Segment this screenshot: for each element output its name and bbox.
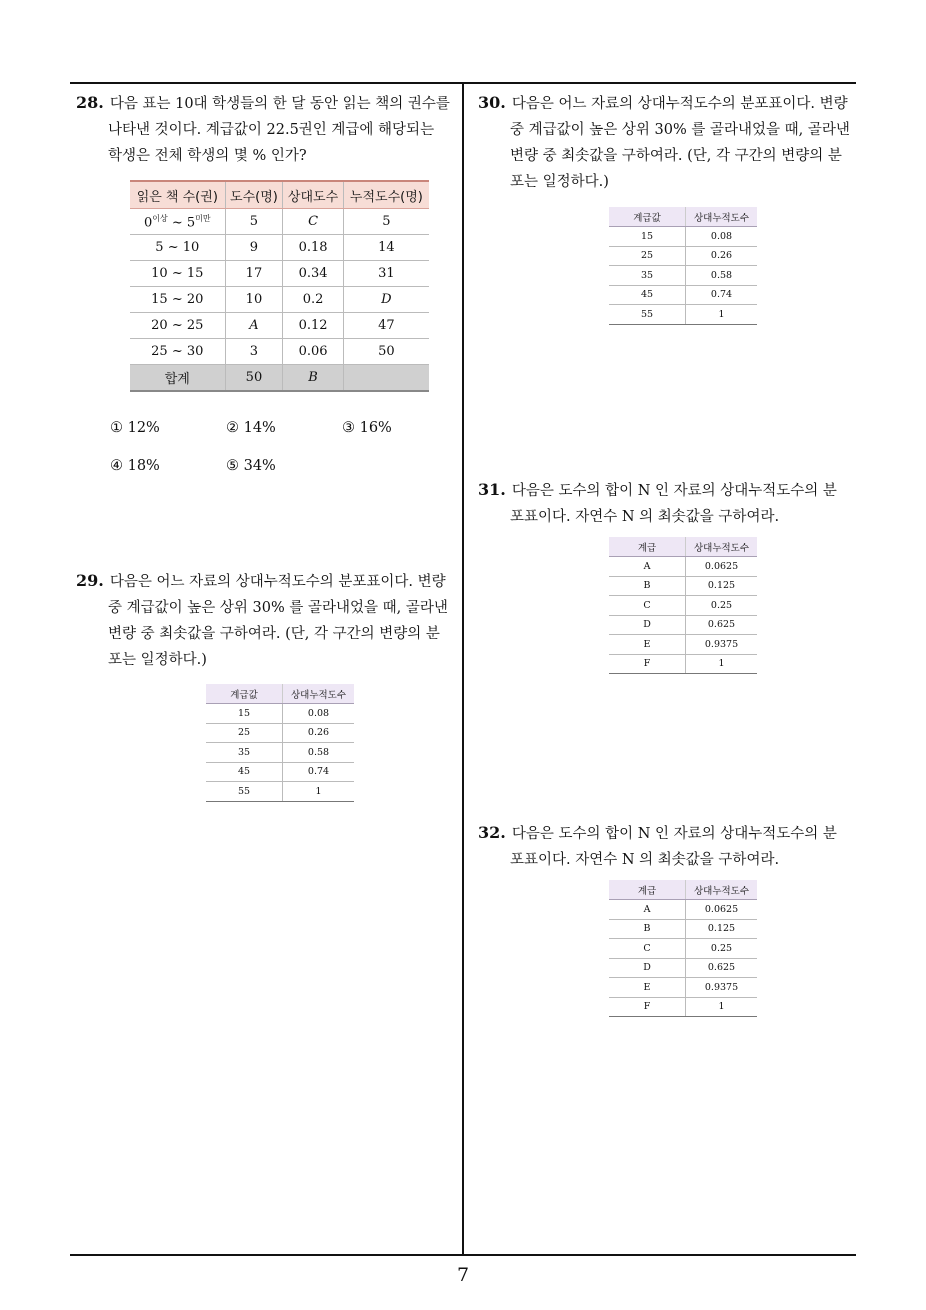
table-header: 읽은 책 수(권)	[130, 181, 225, 209]
table-cell: 9	[225, 235, 283, 261]
table-cell	[343, 365, 429, 392]
table-row	[130, 287, 429, 313]
table-row	[609, 919, 757, 939]
question-number: 29.	[76, 571, 104, 590]
table-header: 계급값	[609, 207, 686, 227]
table-cell: 35	[206, 743, 283, 763]
table-cell: A	[609, 557, 686, 577]
table-row	[206, 782, 354, 802]
question-number: 30.	[478, 93, 506, 112]
table-row	[609, 305, 757, 325]
question-text-line: 변량 중 최솟값을 구하여라. (단, 각 구간의 변량의 분	[108, 626, 440, 642]
table-header-row	[130, 181, 429, 209]
table-row	[609, 939, 757, 959]
table-cell: 0.08	[686, 227, 758, 247]
table-cell: 0.06	[283, 339, 343, 365]
table-row	[609, 978, 757, 998]
cumulative-frequency-table	[206, 684, 354, 802]
table-cell: B	[609, 919, 686, 939]
answer-choice-1[interactable]: ① 12%	[110, 420, 160, 436]
table-cell: 55	[609, 305, 686, 325]
table-row	[130, 209, 429, 235]
table-row	[206, 762, 354, 782]
table-cell: 55	[206, 782, 283, 802]
table-cell: 0.58	[283, 743, 355, 763]
question-30	[478, 90, 860, 195]
table-cell: D	[609, 958, 686, 978]
table-cell: 0.34	[283, 261, 343, 287]
table-cell: 0.625	[686, 958, 758, 978]
table-cell: 1	[686, 997, 758, 1017]
table-cell: A	[225, 313, 283, 339]
column-divider	[462, 83, 464, 1255]
question-text-line: 포표이다. 자연수 N 의 최솟값을 구하여라.	[510, 509, 780, 525]
answer-choice-3[interactable]: ③ 16%	[342, 420, 392, 436]
table-cell: C	[609, 939, 686, 959]
table-cell: 25 ~ 30	[130, 339, 225, 365]
table-header: 상대누적도수	[686, 537, 758, 557]
table-cell: 0.625	[686, 615, 758, 635]
table-cell: 45	[609, 285, 686, 305]
table-cell: 1	[686, 654, 758, 674]
table-cell: 15	[609, 227, 686, 247]
question-31	[478, 477, 860, 530]
table-header: 상대누적도수	[686, 880, 758, 900]
table-cell: F	[609, 997, 686, 1017]
table-cell: $0^{이상}$ ~ $5^{미만}$	[130, 209, 225, 235]
table-cell: 14	[343, 235, 429, 261]
table-header: 상대누적도수	[283, 684, 355, 704]
table-row	[130, 235, 429, 261]
table-cell: E	[609, 978, 686, 998]
table-row	[609, 654, 757, 674]
table-row	[609, 615, 757, 635]
table-row	[609, 596, 757, 616]
table-cell: 5	[343, 209, 429, 235]
table-cell: 20 ~ 25	[130, 313, 225, 339]
table-cell: 0.0625	[686, 900, 758, 920]
table-cell: B	[283, 365, 343, 392]
table-cell: 0.25	[686, 939, 758, 959]
answer-choice-4[interactable]: ④ 18%	[110, 458, 160, 474]
table-cell: D	[609, 615, 686, 635]
table-row	[609, 635, 757, 655]
frequency-table	[130, 180, 429, 392]
table-row	[609, 958, 757, 978]
question-text-line: 변량 중 최솟값을 구하여라. (단, 각 구간의 변량의 분	[510, 148, 842, 164]
question-number: 31.	[478, 480, 506, 499]
cumulative-frequency-table	[609, 880, 757, 1017]
question-number: 28.	[76, 93, 104, 112]
question-text-line: 중 계급값이 높은 상위 30% 를 골라내었을 때, 골라낸	[108, 600, 448, 616]
table-cell: 0.125	[686, 919, 758, 939]
table-cell: 10 ~ 15	[130, 261, 225, 287]
table-cell: 50	[225, 365, 283, 392]
table-cell: 3	[225, 339, 283, 365]
table-cell: 0.0625	[686, 557, 758, 577]
table-cell: 47	[343, 313, 429, 339]
question-text-line: 다음은 도수의 합이 N 인 자료의 상대누적도수의 분	[511, 826, 837, 842]
table-cell: 0.26	[283, 723, 355, 743]
table-cell: 1	[686, 305, 758, 325]
table-cell: 35	[609, 266, 686, 286]
table-row	[609, 576, 757, 596]
table-header: 도수(명)	[225, 181, 283, 209]
question-text-line: 학생은 전체 학생의 몇 % 인가?	[108, 148, 307, 164]
table-cell: 17	[225, 261, 283, 287]
table-cell: 0.2	[283, 287, 343, 313]
table-row	[206, 704, 354, 724]
table-cell: C	[283, 209, 343, 235]
table-cell: 25	[206, 723, 283, 743]
question-text-line: 다음은 어느 자료의 상대누적도수의 분포표이다. 변량	[109, 574, 446, 590]
table-cell: 25	[609, 246, 686, 266]
table-row	[130, 261, 429, 287]
table-cell: 0.9375	[686, 978, 758, 998]
table-header: 상대누적도수	[686, 207, 758, 227]
table-row	[130, 313, 429, 339]
table-cell: 31	[343, 261, 429, 287]
table-row	[609, 285, 757, 305]
table-cell: 0.26	[686, 246, 758, 266]
table-row	[130, 339, 429, 365]
table-cell: 10	[225, 287, 283, 313]
question-text-line: 포는 일정하다.)	[108, 652, 207, 668]
table-cell: F	[609, 654, 686, 674]
table-cell: D	[343, 287, 429, 313]
table-cell: C	[609, 596, 686, 616]
table-cell: 0.08	[283, 704, 355, 724]
question-text-line: 다음은 어느 자료의 상대누적도수의 분포표이다. 변량	[511, 96, 848, 112]
table-cell: 50	[343, 339, 429, 365]
question-32	[478, 820, 860, 873]
table-header: 누적도수(명)	[343, 181, 429, 209]
table-header: 계급	[609, 537, 686, 557]
table-row	[609, 227, 757, 247]
table-cell: 0.18	[283, 235, 343, 261]
table-row	[206, 723, 354, 743]
question-text-line: 포표이다. 자연수 N 의 최솟값을 구하여라.	[510, 852, 780, 868]
table-cell: 5	[225, 209, 283, 235]
question-text-line: 포는 일정하다.)	[510, 174, 609, 190]
table-cell: 1	[283, 782, 355, 802]
question-28	[76, 90, 458, 169]
table-cell: 합계	[130, 365, 225, 392]
table-cell: 15	[206, 704, 283, 724]
table-cell: 45	[206, 762, 283, 782]
table-row	[609, 266, 757, 286]
table-cell: 0.25	[686, 596, 758, 616]
table-cell: 0.9375	[686, 635, 758, 655]
table-cell: 0.74	[283, 762, 355, 782]
question-text-line: 다음 표는 10대 학생들의 한 달 동안 읽는 책의 권수를	[109, 96, 450, 112]
table-cell: 0.125	[686, 576, 758, 596]
question-text-line: 다음은 도수의 합이 N 인 자료의 상대누적도수의 분	[511, 483, 837, 499]
answer-choice-5[interactable]: ⑤ 34%	[226, 458, 276, 474]
table-header: 계급값	[206, 684, 283, 704]
question-text-line: 중 계급값이 높은 상위 30% 를 골라내었을 때, 골라낸	[510, 122, 850, 138]
table-cell: 5 ~ 10	[130, 235, 225, 261]
question-29	[76, 568, 458, 673]
page-number: 7	[456, 1264, 470, 1286]
question-text-line: 나타낸 것이다. 계급값이 22.5권인 계급에 해당되는	[108, 122, 435, 138]
table-cell: E	[609, 635, 686, 655]
table-cell: B	[609, 576, 686, 596]
answer-choice-2[interactable]: ② 14%	[226, 420, 276, 436]
table-row	[609, 246, 757, 266]
table-row	[609, 997, 757, 1017]
cumulative-frequency-table	[609, 207, 757, 325]
cumulative-frequency-table	[609, 537, 757, 674]
table-total-row	[130, 365, 429, 392]
table-row	[609, 900, 757, 920]
table-cell: 15 ~ 20	[130, 287, 225, 313]
table-cell: 0.58	[686, 266, 758, 286]
table-cell: 0.12	[283, 313, 343, 339]
table-row	[609, 557, 757, 577]
question-number: 32.	[478, 823, 506, 842]
table-header: 계급	[609, 880, 686, 900]
table-header: 상대도수	[283, 181, 343, 209]
table-row	[206, 743, 354, 763]
table-cell: 0.74	[686, 285, 758, 305]
table-cell: A	[609, 900, 686, 920]
